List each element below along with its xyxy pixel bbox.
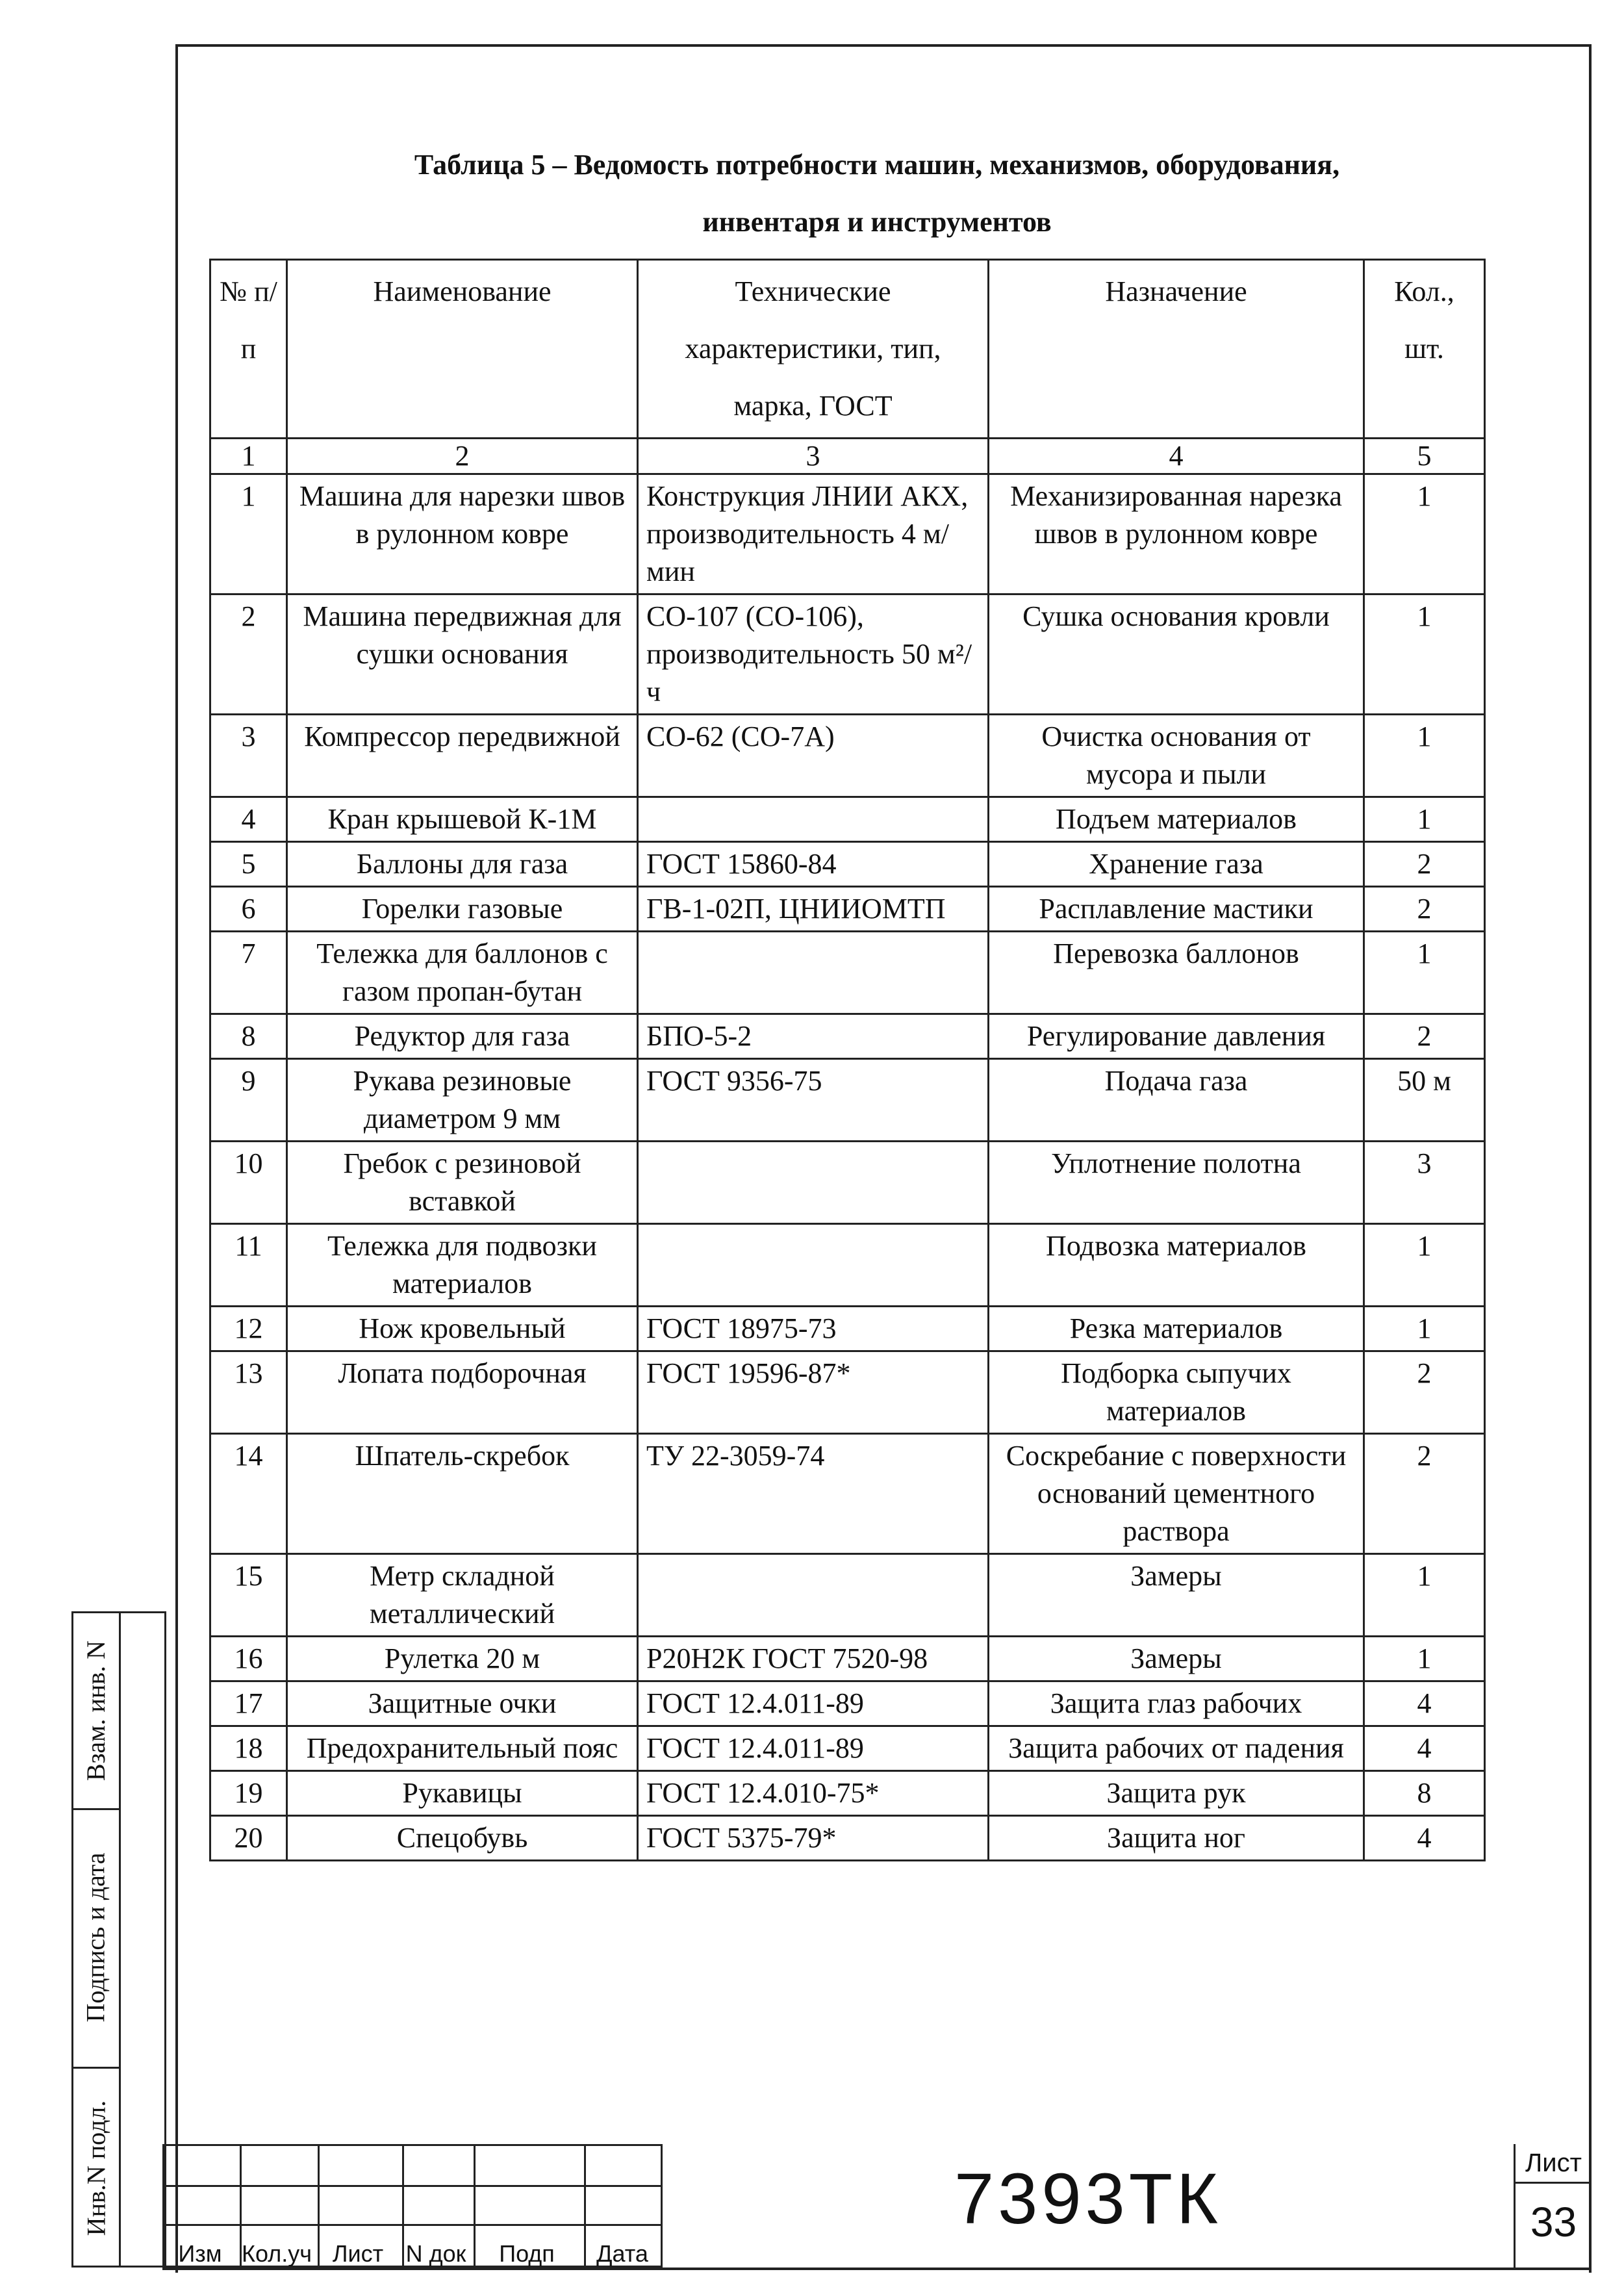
row-number: 4 [210, 797, 287, 842]
table-row [210, 1224, 1485, 1307]
row-number: 20 [210, 1816, 287, 1861]
item-quantity: 4 [1364, 1681, 1485, 1726]
item-purpose: Защита рабочих от падения [989, 1726, 1364, 1771]
item-name: Машина для нарезки швов в рулонном ковре [287, 474, 638, 594]
item-name: Рулетка 20 м [287, 1637, 638, 1681]
title-block-line [164, 2224, 661, 2226]
item-name: Редуктор для газа [287, 1014, 638, 1059]
item-purpose: Соскребание с поверхности оснований цементного раствора [989, 1434, 1364, 1554]
item-purpose: Хранение газа [989, 842, 1364, 887]
item-quantity: 2 [1364, 1434, 1485, 1554]
item-quantity: 1 [1364, 715, 1485, 797]
item-purpose: Механизированная нарезка швов в рулонном ковре [989, 474, 1364, 594]
item-quantity: 4 [1364, 1816, 1485, 1861]
table-row [210, 842, 1485, 887]
item-specs [638, 1142, 989, 1224]
item-name: Лопата подборочная [287, 1351, 638, 1434]
table-row [210, 594, 1485, 715]
item-purpose: Перевозка баллонов [989, 932, 1364, 1014]
title-block-label-doc: N док [405, 2240, 466, 2267]
item-specs: БПО-5-2 [638, 1014, 989, 1059]
sheet-number: 33 [1530, 2199, 1577, 2245]
row-number: 5 [210, 842, 287, 887]
item-name: Рукава резиновые диаметром 9 мм [287, 1059, 638, 1142]
item-purpose: Подборка сыпучих материалов [989, 1351, 1364, 1434]
table-row [210, 1681, 1485, 1726]
header-specs: Технические характеристики, тип, марка, ГОСТ [638, 260, 989, 439]
side-stamp-divider [119, 1613, 121, 2266]
column-number: 3 [638, 439, 989, 474]
item-quantity: 4 [1364, 1726, 1485, 1771]
table-row [210, 474, 1485, 594]
column-number: 5 [1364, 439, 1485, 474]
document-code: 7393ТК [954, 2159, 1222, 2239]
row-number: 12 [210, 1307, 287, 1351]
title-block-label-count: Кол.уч [242, 2240, 312, 2267]
title-block-labels [162, 2240, 663, 2268]
column-number: 1 [210, 439, 287, 474]
table-row [210, 1434, 1485, 1554]
item-quantity: 2 [1364, 887, 1485, 932]
item-quantity: 1 [1364, 1307, 1485, 1351]
item-purpose: Очистка основания от мусора и пыли [989, 715, 1364, 797]
item-purpose: Подвозка материалов [989, 1224, 1364, 1307]
item-purpose: Замеры [989, 1637, 1364, 1681]
item-purpose: Сушка основания кровли [989, 594, 1364, 715]
item-specs: ГОСТ 19596-87* [638, 1351, 989, 1434]
item-name: Кран крышевой К-1М [287, 797, 638, 842]
item-quantity: 1 [1364, 1554, 1485, 1637]
table-row [210, 1307, 1485, 1351]
sheet-box [1514, 2144, 1592, 2268]
item-quantity: 2 [1364, 1351, 1485, 1434]
item-specs: ГОСТ 18975-73 [638, 1307, 989, 1351]
item-specs: Р20Н2К ГОСТ 7520-98 [638, 1637, 989, 1681]
row-number: 19 [210, 1771, 287, 1816]
item-quantity: 2 [1364, 842, 1485, 887]
item-specs: СО-107 (СО-106), производительность 50 м²/ч [638, 594, 989, 715]
column-number: 4 [989, 439, 1364, 474]
title-block-label-change: Изм [178, 2240, 222, 2267]
table-header-row [210, 260, 1485, 439]
row-number: 17 [210, 1681, 287, 1726]
frame-bottom-rule [162, 2268, 1592, 2270]
row-number: 16 [210, 1637, 287, 1681]
table-row [210, 1637, 1485, 1681]
item-specs [638, 932, 989, 1014]
item-purpose: Защита глаз рабочих [989, 1681, 1364, 1726]
item-name: Баллоны для газа [287, 842, 638, 887]
row-number: 15 [210, 1554, 287, 1637]
title-block-label-sheet: Лист [332, 2240, 384, 2267]
item-name: Горелки газовые [287, 887, 638, 932]
table-row [210, 1014, 1485, 1059]
item-name: Спецобувь [287, 1816, 638, 1861]
table-row [210, 1351, 1485, 1434]
item-purpose: Уплотнение полотна [989, 1142, 1364, 1224]
item-specs [638, 1224, 989, 1307]
item-purpose: Регулирование давления [989, 1014, 1364, 1059]
row-number: 18 [210, 1726, 287, 1771]
header-number: № п/п [210, 260, 287, 439]
item-name: Гребок с резиновой вставкой [287, 1142, 638, 1224]
side-label-original-inventory: Инв.N подл. [81, 2100, 111, 2236]
item-name: Компрессор передвижной [287, 715, 638, 797]
table-row [210, 1142, 1485, 1224]
table-row [210, 797, 1485, 842]
column-number-row [210, 439, 1485, 474]
sheet-label: Лист [1525, 2149, 1582, 2177]
item-specs: Конструкция ЛНИИ АКХ, производительность 4 м/мин [638, 474, 989, 594]
row-number: 11 [210, 1224, 287, 1307]
title-block-label-date: Дата [596, 2240, 648, 2267]
item-quantity: 8 [1364, 1771, 1485, 1816]
item-specs: ГОСТ 15860-84 [638, 842, 989, 887]
item-quantity: 1 [1364, 797, 1485, 842]
table-row [210, 887, 1485, 932]
title-block-line [164, 2185, 661, 2187]
row-number: 9 [210, 1059, 287, 1142]
row-number: 1 [210, 474, 287, 594]
row-number: 10 [210, 1142, 287, 1224]
item-name: Предохранительный пояс [287, 1726, 638, 1771]
item-specs: СО-62 (СО-7А) [638, 715, 989, 797]
row-number: 7 [210, 932, 287, 1014]
row-number: 6 [210, 887, 287, 932]
item-purpose: Резка материалов [989, 1307, 1364, 1351]
item-name: Тележка для подвозки материалов [287, 1224, 638, 1307]
table-title-line-1: Таблица 5 – Ведомость потребности машин, механизмов, оборудования, [414, 149, 1340, 181]
side-label-signature-date: Подпись и дата [81, 1852, 110, 2023]
item-specs: ТУ 22-3059-74 [638, 1434, 989, 1554]
side-label-replaced-inventory: Взам. инв. N [81, 1640, 111, 1782]
item-specs [638, 1554, 989, 1637]
equipment-table [209, 259, 1486, 1861]
item-specs: ГВ-1-02П, ЦНИИОМТП [638, 887, 989, 932]
item-quantity: 50 м [1364, 1059, 1485, 1142]
item-name: Шпатель-скребок [287, 1434, 638, 1554]
item-specs [638, 797, 989, 842]
row-number: 13 [210, 1351, 287, 1434]
table-row [210, 932, 1485, 1014]
header-purpose: Назначение [989, 260, 1364, 439]
item-quantity: 3 [1364, 1142, 1485, 1224]
table-title-line-2: инвентаря и инструментов [702, 206, 1052, 238]
item-name: Метр складной металлический [287, 1554, 638, 1637]
item-quantity: 2 [1364, 1014, 1485, 1059]
item-name: Нож кровельный [287, 1307, 638, 1351]
item-specs: ГОСТ 12.4.011-89 [638, 1726, 989, 1771]
item-purpose: Замеры [989, 1554, 1364, 1637]
item-quantity: 1 [1364, 932, 1485, 1014]
item-quantity: 1 [1364, 1224, 1485, 1307]
item-quantity: 1 [1364, 594, 1485, 715]
item-quantity: 1 [1364, 474, 1485, 594]
header-name: Наименование [287, 260, 638, 439]
column-number: 2 [287, 439, 638, 474]
table-row [210, 1816, 1485, 1861]
row-number: 14 [210, 1434, 287, 1554]
row-number: 2 [210, 594, 287, 715]
item-purpose: Подъем материалов [989, 797, 1364, 842]
table-row [210, 1554, 1485, 1637]
item-quantity: 1 [1364, 1637, 1485, 1681]
item-specs: ГОСТ 5375-79* [638, 1816, 989, 1861]
item-specs: ГОСТ 9356-75 [638, 1059, 989, 1142]
title-block-label-signature: Подп [499, 2240, 555, 2267]
item-specs: ГОСТ 12.4.011-89 [638, 1681, 989, 1726]
item-name: Тележка для баллонов с газом пропан-бутан [287, 932, 638, 1014]
table-row [210, 1771, 1485, 1816]
item-purpose: Защита рук [989, 1771, 1364, 1816]
side-stamp [71, 1611, 166, 2268]
item-purpose: Подача газа [989, 1059, 1364, 1142]
sheet-box-divider [1516, 2182, 1592, 2184]
header-quantity: Кол., шт. [1364, 260, 1485, 439]
table-row [210, 1059, 1485, 1142]
item-name: Рукавицы [287, 1771, 638, 1816]
row-number: 3 [210, 715, 287, 797]
item-name: Машина передвижная для сушки основания [287, 594, 638, 715]
row-number: 8 [210, 1014, 287, 1059]
item-name: Защитные очки [287, 1681, 638, 1726]
table-row [210, 1726, 1485, 1771]
item-purpose: Защита ног [989, 1816, 1364, 1861]
item-purpose: Расплавление мастики [989, 887, 1364, 932]
item-specs: ГОСТ 12.4.010-75* [638, 1771, 989, 1816]
table-row [210, 715, 1485, 797]
